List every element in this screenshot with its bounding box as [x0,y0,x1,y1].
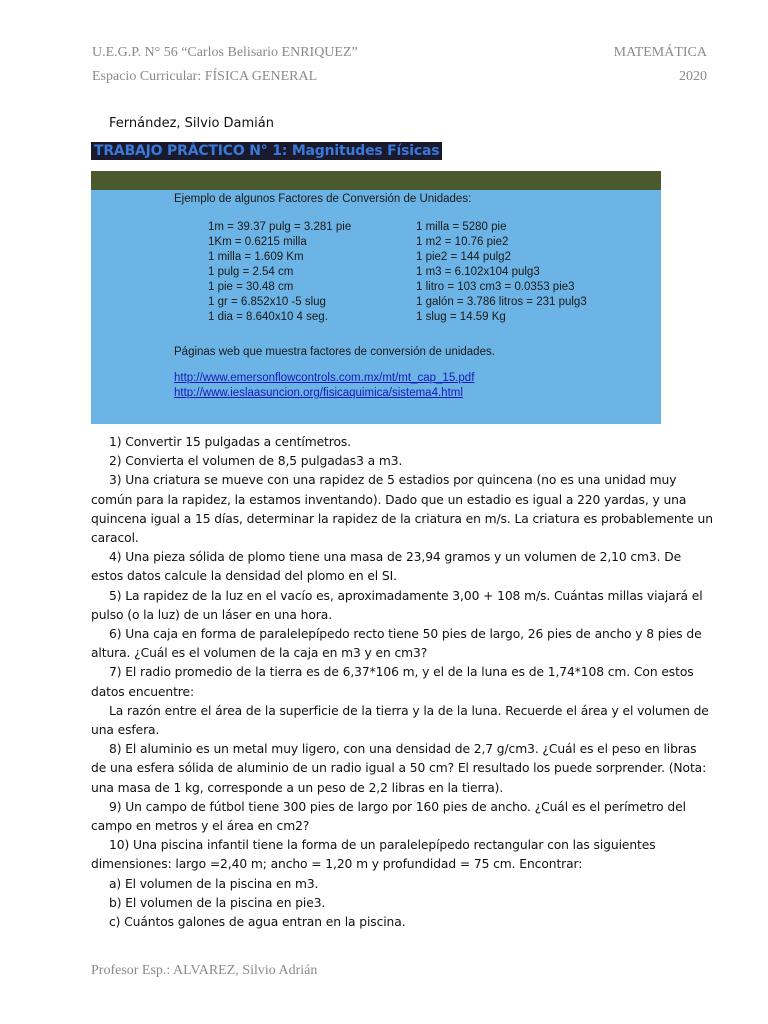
conversion-link-ieslaasuncion[interactable]: http://www.ieslaasuncion.org/fisicaquimica/sistema4.html [174,387,463,399]
conversion-column-a [208,220,351,325]
exercise-item: b) El volumen de la piscina en pie3. [109,895,326,910]
exercise-item: 7) El radio promedio de la tierra es de 6,37*106 m, y el de la luna es de 1,74*108 cm. Con estos datos encuentre: [91,665,694,699]
exercise-item: La razón entre el área de la superficie de la tierra y la de la luna. Recuerde el área y el volumen de una esfera. [91,703,709,738]
conversion-link-emerson[interactable]: http://www.emersonflowcontrols.com.mx/mt/mt_cap_15.pdf [174,372,475,384]
school-year: 2020 [679,69,707,84]
subject-name: MATEMÁTICA [613,45,707,60]
author-name: Fernández, Silvio Damián [109,116,274,131]
exercise-item: 10) Una piscina infantil tiene la forma de un paralelepípedo rectangular con las siguientes dimensiones: largo =2,40 m; ancho = 1,20 m y profundidad = 75 cm. Encontrar: [91,838,656,872]
teacher-footer: Profesor Esp.: ALVAREZ, Silvio Adrián [91,963,318,978]
conversion-factors-box [91,171,661,424]
exercise-item: 8) El aluminio es un metal muy ligero, con una densidad de 2,7 g/cm3. ¿Cuál es el peso en libras de una esfera sólida de aluminio de un radio igual a 50 cm? El resultado los puede sorprender. (Nota: una masa de 1 kg, corresponde a un peso de 2,2 libras en la tierra). [91,742,707,795]
conversion-row: 1 milla = 5280 pie [416,221,507,233]
box-header-bar [91,171,661,190]
curriculum-space: Espacio Curricular: FÍSICA GENERAL [92,69,318,84]
exercise-item: 1) Convertir 15 pulgadas a centímetros. [109,435,351,449]
conversion-row: 1 galón = 3.786 litros = 231 pulg3 [416,296,587,308]
conversion-row: 1 m3 = 6.102x104 pulg3 [416,266,540,278]
exercise-item: 4) Una pieza sólida de plomo tiene una masa de 23,94 gramos y un volumen de 2,10 cm3. De estos datos calcule la densidad del plomo en el SI. [91,550,682,584]
exercise-item: 6) Una caja en forma de paralelepípedo recto tiene 50 pies de largo, 26 pies de ancho y 8 pies de altura. ¿Cuál es el volumen de la caja en m3 y en cm3? [91,627,702,661]
exercise-list [91,433,713,932]
conversion-row: 1 pie = 30.48 cm [208,281,294,293]
exercise-item: 9) Un campo de fútbol tiene 300 pies de largo por 160 pies de ancho. ¿Cuál es el perímetro del campo en metros y el área en cm2? [91,799,686,834]
header-left [92,41,358,89]
header-right [614,41,707,89]
conversion-row: 1 slug = 14.59 Kg [416,311,506,323]
conversion-row: 1 pulg = 2.54 cm [208,266,294,278]
conversion-row: 1m = 39.37 pulg = 3.281 pie [208,221,352,233]
exercise-item: a) El volumen de la piscina en m3. [109,876,319,891]
web-pages-intro: Páginas web que muestra factores de conversión de unidades. [174,346,495,358]
exercise-item: 2) Convierta el volumen de 8,5 pulgadas3 a m3. [109,454,403,469]
conversion-row: 1Km = 0.6215 milla [208,236,307,248]
conversion-row: 1 litro = 103 cm3 = 0.0353 pie3 [416,281,575,293]
conversion-row: 1 gr = 6.852x10 -5 slug [208,296,326,308]
conversion-row: 1 m2 = 10.76 pie2 [416,236,509,248]
exercise-item: c) Cuántos galones de agua entran en la piscina. [109,915,406,930]
school-name: U.E.G.P. N° 56 “Carlos Belisario ENRIQUEZ” [92,45,358,60]
page-title: TRABAJO PRÁCTICO N° 1: Magnitudes Físicas [91,142,442,160]
conversion-row: 1 milla = 1.609 Km [208,251,304,263]
conversion-row: 1 dia = 8.640x10 4 seg. [208,311,328,323]
conversion-row: 1 pie2 = 144 pulg2 [416,251,511,263]
conversion-heading: Ejemplo de algunos Factores de Conversión de Unidades: [174,193,472,205]
exercise-item: 3) Una criatura se mueve con una rapidez de 5 estadios por quincena (no es una unidad muy común para la rapidez, la estamos inventando). Dado que un estadio es igual a 220 yardas, y una quincena igual a 15 días, determinar la rapidez de la criatura en m/s. La criatura es probablemente un caracol. [91,473,713,546]
exercise-item: 5) La rapidez de la luz en el vacío es, aproximadamente 3,00 + 108 m/s. Cuántas millas viajará el pulso (o la luz) de un láser en una hora. [91,588,703,622]
conversion-column-b [416,220,587,325]
